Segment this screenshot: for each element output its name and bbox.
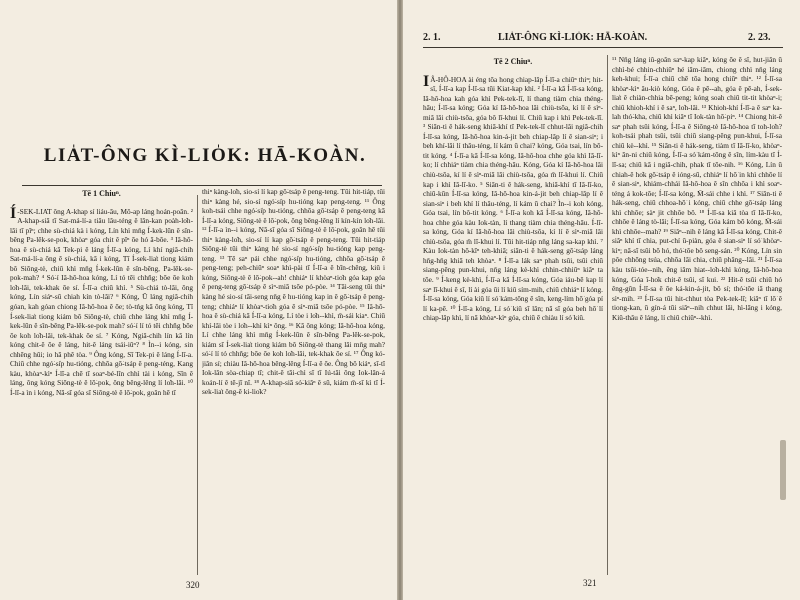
page-number: 320	[186, 580, 200, 590]
right-column-2	[612, 55, 782, 575]
paragraph	[10, 204, 193, 398]
left-column-1	[10, 187, 193, 577]
title-rule	[22, 185, 382, 186]
page-number: 321	[583, 578, 597, 588]
column-divider	[607, 55, 608, 575]
left-column-2	[202, 187, 385, 577]
running-head-left: 2. 1.	[423, 32, 441, 43]
binding-clip	[780, 440, 786, 500]
verse-text: -SEK-LIA̍T ông A-khap sí liáu-āu, Mô-ap láng hoán-poān. ² A-khap-siā tī Sat-má-lí-a tiâu lâu-téng ê lân-kan poàh-lo̍h-lâi tī pīⁿ; chhe sù-chiá kà i kóng, Lín khì mn̄g Í-kek-lūn ê sîn-bêng Pa-lêk-se-pok, khòaⁿ góa chit ê pīⁿ ōe hó ā-bōe. ³ Iâ-hô-hoa ê sù-chiá kā Tek-pi ê láng Í-lī-a kóng, Lí khí ngiâ-chih Sat-má-lí-a ông ê sù-chiá, kā i kóng, Tī Í-sek-lia̍t tiong kiám bô Siōng-tè, chiū khì mn̄g Í-kek-lūn ê sîn-bêng, Pa-lêk-se-pok-mah? ⁴ Só͘-í Iâ-hô-hoa kóng, Lí tó tēi chhn̂g; bōe ōe koh lo̍h-lâi, tek-khak ōe sí. Í-lī-a chiū khì. ⁵ Sù-chiá tò-lâi, ông kóng, Lín siáⁿ-sū chiah kín tò-lâi? ⁶ Kóng, Ū láng ngiâ-chih góan, kah góan chiong Iâ-hô-hoa ê ōe; tò-tńg kā ông kóng, Tī Í-sek-lia̍t tiong kiám bô Siōng-tè, chiū chhe láng khì mn̄g Í-kek-lūn ê sîn-bêng Pa-lêk-se-pok mah? só͘-í lí tó tēi chhn̂g bōe ōe koh lo̍h-lâi, tek-khak ōe sí. ⁷ Kóng, Ngiâ-chih lín kā lín kóng chit-ê ōe ê láng, hit-ê láng tsái-iūⁿ? ⁸ Ìn--i kóng, sin chhēng hûi; io hā phê tòa. ⁹ Ông kóng, Sī Tek-pi ê láng Í-lī-a. Chiū chhe ngó͘-si̍p hu-tióng, chhōa gō͘-tsáp ê peng-téng, Kang kàu, khòaⁿ-kìⁿ Í-lī-a chē tī soaⁿ-bé-lîn chhì tài i kóng, Sîn ê láng, ông kóng Siōng-tè ê lō͘-pok, ông bêng-lêng lí lo̍h-lâi. ¹⁰ Í-lī-a ìn i kóng, Nā-sī góa sī Siōng-tè ê lō͘-pok, goân hē tī	[10, 206, 193, 397]
verse-text: ¹¹ Nn̄g láng iû-goân saⁿ-kap kiâⁿ, kóng ōe ê sî, hut-jiân ū chhì-bé chhin-chhiūⁿ hé iām-iām, chiong chhì nn̄g láng keh-khui; Í-lī-a chiū chē tōa hong chiūⁿ thiⁿ. ¹² Í-lī-sa khòaⁿ-kìⁿ âu-kiò kóng, Góa ê pē--ah, góa ê pē-ah, Í-sek-lia̍t ê chiàn-chhia bē-peng; kóng soah chiū tit-tit khòaⁿ-i; chiū khioh-khí i ê saⁿ, lo̍h-lâi. ¹³ Khioh-khí Í-lī-a ê saⁿ ka-lah thó͘-kha, chiū khì kiâⁿ tī Iok-tàn hō͘-piⁿ. ¹⁴ Chiong hit-ê saⁿ phah tsûi kóng, Í-lī-a ê Siōng-tè Iâ-hô-hoa tī toh-lo̍h? koh-tsái phah tsûi, tsûi chiū siang-pêng pun-khui, Í-lī-sa chiū kè--khì. ¹⁵ Siān-ti ê hák-seng, tiàm tī Iā-lī-ko, khòaⁿ-kìⁿ ān-ni chiū kóng, Í-lī-a só͘ kám-tōng ê sîn, lím-kàu tī Í-lī-sa; chiū kā i ngiâ-chih, phak tī tōe-nih. ¹⁶ Kóng, Lín ū chiah-ê ho̍k gō͘-tsáp ê ióng-sū, chhiáⁿ lí hō͘ in khì chhōe lí ê sian-siⁿ, khiám-chhái Iâ-hô-hoa ê sîn chhōa i khì soaⁿ-téng á kok-tōe; Í-lī-sa kóng, M̄-sái chhe i khì. ¹⁷ Siān-ti ê hák-seng, chiū chhoa-hō͘ i kóng, chiū chhe gō͘-tsáp láng khì chhōe; sàⁿ jit chhōe bô. ¹⁸ Í-lī-sa kiâ tòa tī Iā-lī-ko, chhōe ê láng tò-lâi; Í-lī-sa kóng, Góa kám bô kóng, M̄-sái khì chhōe--mah? ¹⁹ Siâⁿ--nih ê láng kā Í-lī-sa kóng, Chit-ê siâⁿ khí tī chia, put-chí ū-piàn, góa ê sian-siⁿ lí só͘ khòaⁿ-kìⁿ; nā-sī tsûi bô hó, thó͘-tōe bô seng-sán. ²⁰ Kóng, Lín sin pôe chhōng tsúa, chhōa lâi chia, chiū phâng--lâi. ²¹ Í-lī-sa kàu tsûi-tóe--nih, êng iâm hiat--lo̍h-khì kóng, Iâ-hô-hoa kóng, Góa ī-ho̍k chit-ê tsûi, sī kui. ²² Hit-ê tsûi chiū hó êng-gûn Í-lī-sa ê ōe ká-kin-á-jit, bô sí; thó͘-tōe iā thang sìⁿ-mih. ²³ Í-lī-sa tūi hit-chhut tòa Pek-tek-lī; kiâⁿ tī lō͘ ê tiong-kan, ū gín-á tūi siâⁿ--nih chhut lâi, hì-lāng i kóng, Kiû-thâu ê láng, lí chiū chiūⁿ--khì.	[612, 55, 782, 322]
chapter-heading: Tē 1 Chiuⁿ.	[82, 189, 121, 198]
drop-cap: Í	[10, 204, 17, 222]
paragraph	[423, 72, 603, 323]
running-head-right: 2. 23.	[748, 32, 771, 43]
book-title: LIA̍T-ÔNG KÌ-LIO̍K: HĀ-KOÀN.	[43, 145, 367, 166]
chapter-heading: Tē 2 Chiuⁿ.	[493, 57, 533, 66]
verse-text: Â-HÔ-HOA ài éng tōa hong chiap-lâp Í-lī-a chiūⁿ thiⁿ; hit-sî, Í-lī-a kap Í-lī-sa tūi Kiat-kap khì. ² Í-lī-a kā Í-lī-sa kóng, Iâ-hô-hoa kah góa khì Pek-tek-lī, lí thang tiàm chia théng-hāu; Í-lī-sa kóng; Góa kí Iâ-hô-hoa lâi chiù-tsōa, kí lí ē sìⁿ-miâ lâi chiù-tsōa, góa bô lī-khui lí. Chiū kap i khì Pek-tek-lī. ³ Siān-ti ê hák-seng khiā-khí tī Pek-tek-lī chhut-lâi ngiâ-chih Í-lī-sa kóng, Iâ-hô-hoa kin-á-jit beh chiap-lâp lí ê sian-siⁿ; i beh khí-lâi lí thâu-téng, lí kám ū chai? kóng, Góa tsai, lín bô-tit kóng. ⁴ Í-lī-a kā Í-lī-sa kóng, Iâ-hô-hoa chhe góa khì Iā-lī-ko; lí chhiáⁿ tiàm chia théng-hāu. Kóng, Góa kí Iâ-hô-hoa lâi chiù-tsōa, kí lí ē sìⁿ-miā lâi chiù-tsōa, góa m̄ lī-khui lí. Chiū kap i khì Iā-lī-ko. ⁵ Siān-ti ê hák-seng, khiā-khí tī Iā-lī-ko, chiū-kūn Í-lī-sa kóng, Iâ-hô-hoa kin-á-jit beh chiap-lâp lí ê sian-siⁿ i beh khí lí thâu-téng, lí kám ū chai? Ìn--i koh kóng, Góa tsai, lín bô-tit kóng. ⁶ Í-lī-a koh kā Í-lī-sa kóng, Iâ-hô-hoa chhe góa kàu Iok-tàn, lí thang tiàm chia théng-hāu. Í-lī-sa kóng, Góa kí Iâ-hô-hoa lâi chiù-tsōa, kí lí ē sìⁿ-miā lâi chiù-tsōa, góa m̄ lī-khui lí. Tūi hit-tiáp nn̄g láng sa-kap khì. ⁷ Kàu Iok-tàn hō-kīⁿ teh-khiā; siān-ti ê hák-seng gō͘-tsáp láng hn̄g-hn̄g khiā teh khòaⁿ. ⁸ Í-lī-a lák saⁿ phah tsûi, tsûi chiū siang-pêng pun-khui, nn̄g láng kè-khì chhin-chhiūⁿ kiâⁿ ta tōe. ⁹ Í-keng kè-khì, Í-lī-a kā Í-lī-sa kóng, Góa iáu-bē kap lí saⁿ lī-khui ê sî, lí ài góa ūi lí kiû sím-mih, chiū chhiáⁿ lí kóng. Í-lī-sa kóng, Góa kiû lí só͘ kám-tōng ê sîn, keng-lím hō͘ góa pí lí ka-pē. ¹⁰ Í-lī-a kóng, Lí só͘ kiû sī lân; nā sī góa beh hō͘ lí chiap-lâp khì, lí nā khòaⁿ-kìⁿ góa, chiū ē chiàu lí só͘ kiû.	[423, 74, 603, 323]
column-divider	[197, 195, 198, 575]
left-page	[0, 0, 397, 600]
drop-cap: I	[423, 72, 430, 90]
verse-text: thiⁿ kàng-lo̍h, sio-sí lí kap gō͘-tsáp ê peng-teng. Tūi hit-tiáp, tūi thiⁿ kàng hé, sio-sí ngó͘-si̍p hu-tióng kap peng-teng. ¹¹ Ông koh-tsái chhe ngó͘-si̍p hu-tióng, chhōa gō͘-tsáp ê peng-teng kā Í-lī-a kóng, Siōng-tè ê lō͘-pok, ông bêng-lêng lí kín-kín lo̍h-lâi. ¹² Í-lī-a ìn--i kóng, Nā-sī góa sī Siōng-tè ê lō͘-pok, goân hē tūi thiⁿ kàng-lo̍h, sio-sí lí kap gō͘-tsáp ê peng-teng. Tūi hit-tiáp Siōng-tè tūi thiⁿ kàng hé sio-sí ngó͘-si̍p hu-tióng kap peng-teng. ¹³ Tē saⁿ pái chhe ngó͘-si̍p hu-tióng, chhōa gō͘-tsáp ê peng-teng; peh-chiūⁿ soaⁿ khì-pài tī Í-lī-a ê bīn-chêng, kiû i kóng, Siōng-tè ê lō͘-pok--ah! chhiáⁿ lí khòaⁿ-tio̍h góa kap góa ê peng-teng gō͘-tsáp ê sìⁿ-miā tsōe pó-pòe. ¹⁴ Tāi-seng tūi thiⁿ kàng hé sio-sí tāi-seng nn̄g ê hu-tióng kap in ê gō͘-tsáp ê peng-teng; chhiáⁿ lí khòaⁿ-tio̍h góa ê sìⁿ-miā tsōe pó-pòe. ¹⁵ Iâ-hô-hoa ê sù-chiá kā Í-lī-a kóng, Lí tòe i lo̍h--khì, m̄-sái kiaⁿ. Chiū khí-lâi tòe i lo̍h--khì kìⁿ ông. ¹⁶ Kā ông kóng; Iâ-hô-hoa kóng, Lí chhe láng khì mn̄g Í-kek-lūn ê sîn-bêng Pa-lêk-se-pok, kiám sī Í-sek-lia̍t tiong kiám bô Siōng-tè thang lâi mn̄g mah? só͘-í lí tó chhn̂g; bōe ōe koh lo̍h-lâi, tek-khak ōe sí. ¹⁷ Ông kó-jiân sí; chiàu Iâ-hô-hoa bêng-lêng Í-lī-a ê ōe. Ông bô kiáⁿ, sī-tī Iok-lân sòa-chiap tī; chit-ê tāi-chì sī tī Iú-tāi ông Iok-lân-á koán-lí ê tē-jī nî. ¹⁸ A-khap-siā só͘-kiâⁿ ê sū, kiám m̄-sī kì tī Í-sek-lia̍t ông-ê ki-lio̍k?	[202, 187, 385, 397]
right-page	[403, 0, 800, 600]
running-head-title: LIA̍T-ÔNG KÌ-LIO̍K: HĀ-KOÀN.	[498, 32, 648, 43]
header-rule	[423, 47, 783, 48]
right-column-1	[423, 55, 603, 575]
